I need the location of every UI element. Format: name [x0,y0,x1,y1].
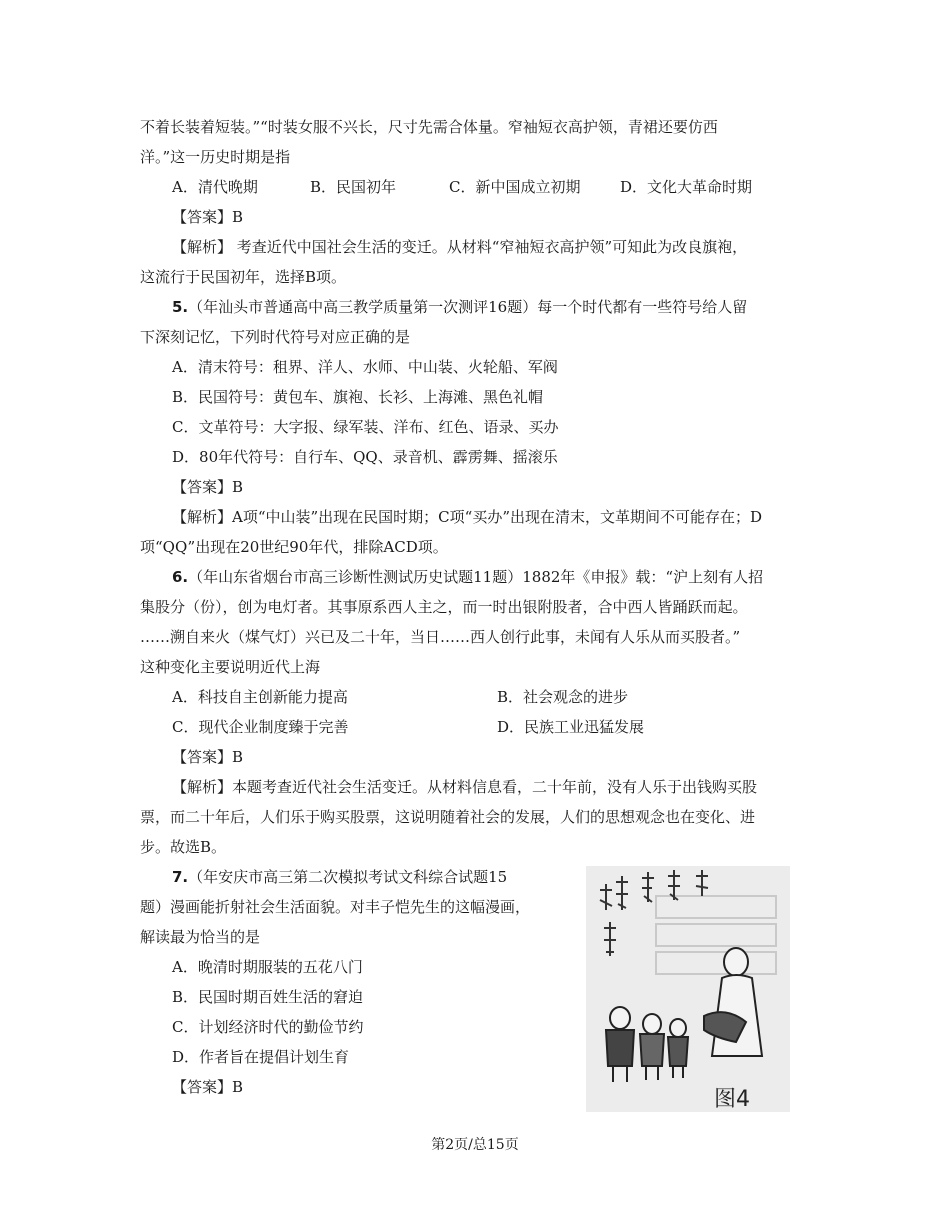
q4-answer: 【答案】B [172,208,244,226]
q6-analysis-cont: 票，而二十年后，人们乐于购买股票，这说明随着社会的发展，人们的思想观念也在变化、进 [140,808,756,826]
q4-option-b: B．民国初年 [310,178,397,196]
q5-number: 5. [172,298,189,316]
q7-number: 7. [172,868,189,886]
q5-analysis: 【解析】A项“中山装”出现在民国时期；C项“买办”出现在清末，文革期间不可能存在；D [172,508,763,526]
q7-option-c: C．计划经济时代的勤俭节约 [172,1018,364,1036]
q6-stem [172,567,763,587]
q6-stem-line: 集股分（份），创为电灯者。其事原系西人主之，而一时出银附股者，合中西人皆踊跃而起。 [140,598,748,616]
figure-label: 图4 [714,1087,750,1112]
q6-option-d: D．民族工业迅猛发展 [497,718,645,736]
q7-option-b: B．民国时期百姓生活的窘迫 [172,988,364,1006]
q5-stem-text: （年汕头市普通高中高三教学质量第一次测评16题）每一个时代都有一些符号给人留 [188,298,748,316]
cartoon-drawing [586,866,790,1112]
q6-option-a: A．科技自主创新能力提高 [172,688,348,706]
q6-option-b: B．社会观念的进步 [497,688,629,706]
q4-option-a: A．清代晚期 [172,178,258,196]
q4-analysis-cont: 这流行于民国初年，选择B项。 [140,268,347,286]
q5-option-d: D．80年代符号：自行车、QQ、录音机、霹雳舞、摇滚乐 [172,448,558,466]
q4-stem-line: 洋。”这一历史时期是指 [140,148,291,166]
q4-option-d: D．文化大革命时期 [620,178,753,196]
q5-answer: 【答案】B [172,478,244,496]
q4-stem-line: 不着长装着短装。”“时装女服不兴长，尺寸先需合体量。窄袖短衣高护领，青裙还要仿西 [140,118,718,136]
q6-analysis: 【解析】本题考查近代社会生活变迁。从材料信息看，二十年前，没有人乐于出钱购买股 [172,778,758,796]
q7-option-a: A．晚清时期服装的五花八门 [172,958,363,976]
q7-option-d: D．作者旨在提倡计划生育 [172,1048,350,1066]
q6-answer: 【答案】B [172,748,244,766]
q6-stem-line: ……溯自来火（煤气灯）兴已及二十年，当日……西人创行此事，未闻有人乐从而买股者。” [140,628,741,646]
q5-stem-line: 下深刻记忆，下列时代符号对应正确的是 [140,328,411,346]
q7-stem [172,867,507,887]
q5-option-a: A．清末符号：租界、洋人、水师、中山装、火轮船、军阀 [172,358,558,376]
q6-analysis-cont: 步。故选B。 [140,838,227,856]
q6-number: 6. [172,568,189,586]
q5-option-b: B．民国符号：黄包车、旗袍、长衫、上海滩、黑色礼帽 [172,388,544,406]
q7-stem-line: 解读最为恰当的是 [140,928,261,946]
q4-option-c: C．新中国成立初期 [449,178,581,196]
page-footer: 第2页/总15页 [431,1137,519,1153]
q6-stem-line: 这种变化主要说明近代上海 [140,658,321,676]
q5-option-c: C．文革符号：大字报、绿军装、洋布、红色、语录、买办 [172,418,559,436]
q4-analysis: 【解析】 考查近代中国社会生活的变迁。从材料“窄袖短衣高护领”可知此为改良旗袍， [172,238,748,256]
q6-stem-text: （年山东省烟台市高三诊断性测试历史试题11题）1882年《申报》载：“沪上刻有人招 [188,568,764,586]
cartoon-image [586,866,790,1112]
q5-analysis-cont: 项“QQ”出现在20世纪90年代，排除ACD项。 [140,538,448,556]
q7-answer: 【答案】B [172,1078,244,1096]
q5-stem [172,297,747,317]
q6-option-c: C．现代企业制度臻于完善 [172,718,349,736]
q7-stem-text: （年安庆市高三第二次模拟考试文科综合试题15 [188,868,508,886]
q7-stem-line: 题）漫画能折射社会生活面貌。对丰子恺先生的这幅漫画， [140,898,531,916]
